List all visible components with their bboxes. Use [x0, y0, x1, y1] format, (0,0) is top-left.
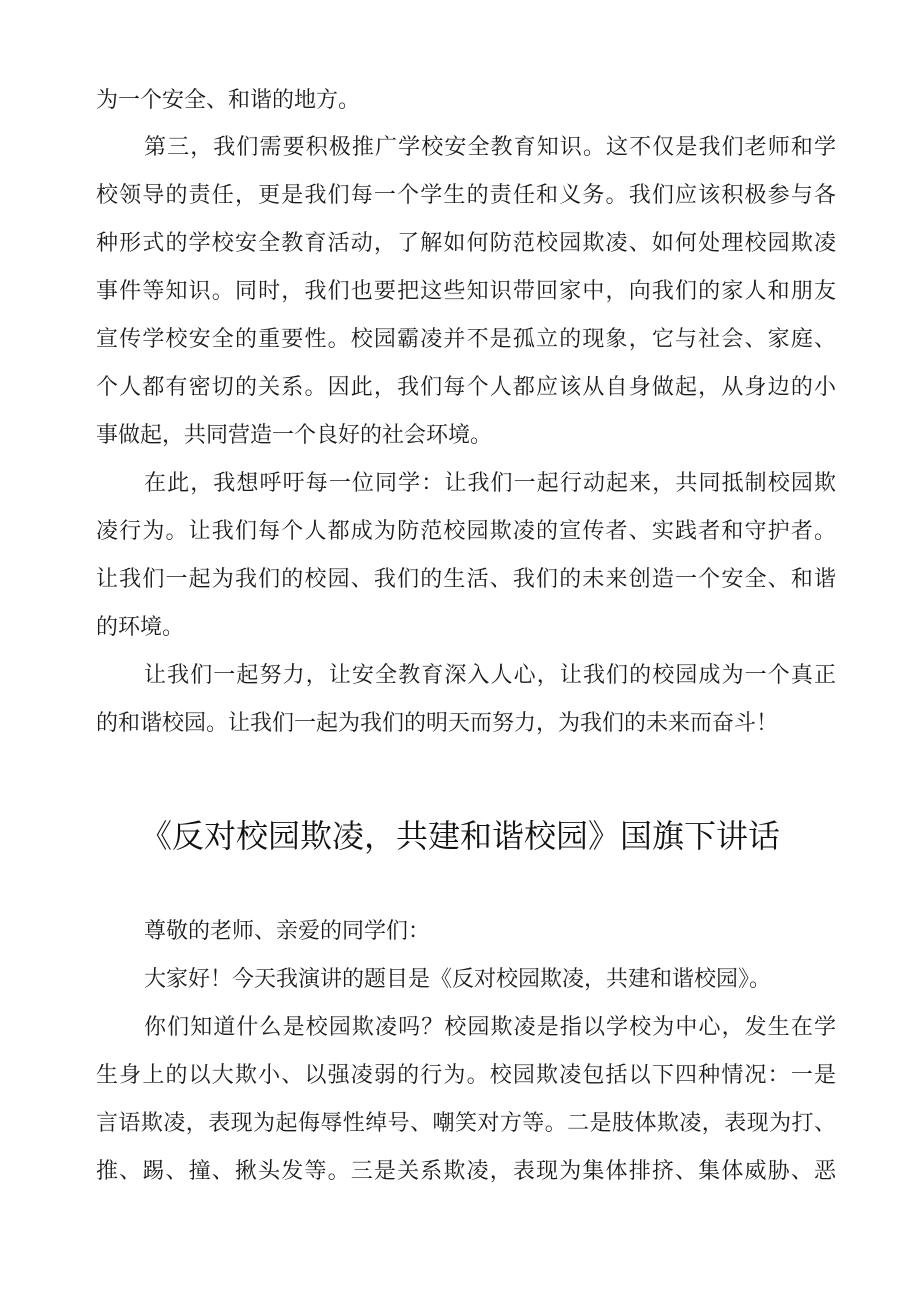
- paragraph-line: 生身上的以大欺小、以强凌弱的行为。校园欺凌包括以下四种情况：一是: [96, 1063, 836, 1088]
- paragraph-line: 让我们一起努力，让安全教育深入人心，让我们的校园成为一个真正: [144, 663, 836, 688]
- paragraph-line: 你们知道什么是校园欺凌吗？校园欺凌是指以学校为中心，发生在学: [144, 1015, 836, 1040]
- paragraph-line: 事做起，共同营造一个良好的社会环境。: [96, 423, 493, 448]
- paragraph-line: 的环境。: [96, 615, 185, 640]
- paragraph-line: 在此，我想呼吁每一位同学：让我们一起行动起来，共同抵制校园欺: [144, 471, 836, 496]
- paragraph-line: 个人都有密切的关系。因此，我们每个人都应该从自身做起，从身边的小: [96, 375, 836, 400]
- greeting: 大家好！今天我演讲的题目是《反对校园欺凌，共建和谐校园》。: [144, 967, 772, 992]
- paragraph-line: 凌行为。让我们每个人都成为防范校园欺凌的宣传者、实践者和守护者。: [96, 519, 836, 544]
- paragraph-line: 宣传学校安全的重要性。校园霸凌并不是孤立的现象，它与社会、家庭、: [96, 327, 836, 352]
- speech-title: 《反对校园欺凌，共建和谐校园》国旗下讲话: [139, 817, 780, 855]
- paragraph-line: 事件等知识。同时，我们也要把这些知识带回家中，向我们的家人和朋友: [96, 279, 836, 304]
- paragraph-line: 言语欺凌，表现为起侮辱性绰号、嘲笑对方等。二是肢体欺凌，表现为打、: [96, 1111, 836, 1136]
- paragraph-line: 的和谐校园。让我们一起为我们的明天而努力，为我们的未来而奋斗！: [96, 711, 779, 736]
- paragraph-line: 第三，我们需要积极推广学校安全教育知识。这不仅是我们老师和学: [144, 135, 836, 160]
- paragraph-line: 让我们一起为我们的校园、我们的生活、我们的未来创造一个安全、和谐: [96, 567, 836, 592]
- continuation-line: 为一个安全、和谐的地方。: [96, 88, 361, 113]
- paragraph-line: 推、踢、撞、揪头发等。三是关系欺凌，表现为集体排挤、集体威胁、恶: [96, 1159, 836, 1184]
- paragraph-line: 种形式的学校安全教育活动，了解如何防范校园欺凌、如何处理校园欺凌: [96, 231, 836, 256]
- paragraph-line: 校领导的责任，更是我们每一个学生的责任和义务。我们应该积极参与各: [96, 183, 836, 208]
- salutation: 尊敬的老师、亲爱的同学们：: [144, 919, 431, 944]
